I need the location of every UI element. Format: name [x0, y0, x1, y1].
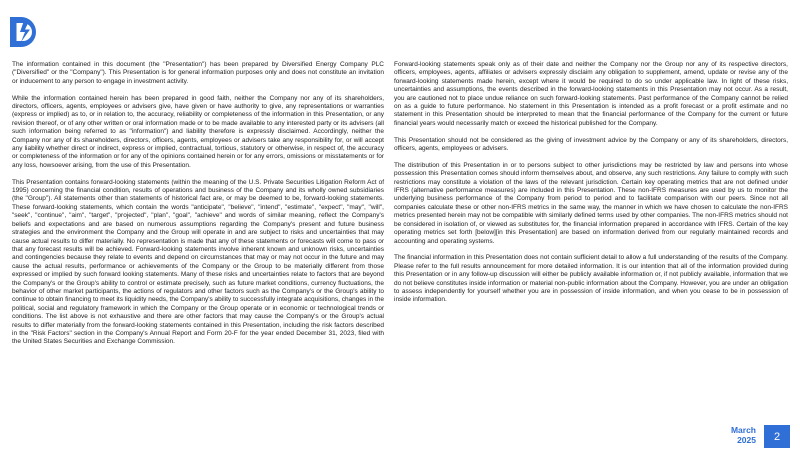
page-number [764, 425, 790, 448]
footer-date [731, 425, 756, 445]
paragraph: This Presentation should not be considered as the giving of investment advice by the Company or any of its shareholders, directors, officers, agents, employees or advisers. [394, 136, 788, 153]
paragraph: The information contained in this document (the "Presentation") has been prepared by Diversified Energy Company PLC ("Diversified" or the "Company"). This Presentation is for general information purposes only and does not constitute an invitation or inducement to any person to engage in investment activity. [12, 61, 384, 85]
diversified-energy-logo-icon [6, 14, 42, 50]
paragraph: This Presentation contains forward-looking statements (within the meaning of the U.S. Private Securities Litigation Reform Act of 1995) concerning the financial condition, results of operations and business of the Company and its wholly owned subsidiaries (the "Group"). All statements other than statements of historical fact are, or may be deemed to be, forward-looking statements. These forward-looking statements, which contain the words "anticipate", "believe", "intend", "estimate", "expect", "may", "will", "seek", "continue", "aim", "target", "projected", "plan", "goal", "achieve" and words of similar meaning, reflect the Company's beliefs and expectations and are based on numerous assumptions regarding the Company's present and future business strategies and the environment the Company and the Group will operate in and are subject to risks and uncertainties that may cause actual results to differ materially. No representation is made that any of these statements or forecasts will come to pass or that any forecast results will be achieved. Forward-looking statements involve inherent known and unknown risks, uncertainties and contingencies because they relate to events and depend on circumstances that may or may not occur in the future and may cause the actual results, performance or achievements of the Company or the Group to be materially different from those expressed or implied by such forward looking statements. Many of these risks and uncertainties relate to factors that are beyond the Company's or the Group's ability to control or estimate precisely, such as future market conditions, currency fluctuations, the behavior of other market participants, the actions of regulators and other factors such as the Company's or the Group's ability to continue to obtain financing to meet its liquidity needs, the Company's ability to successfully integrate acquisitions, changes in the political, social and regulatory framework in which the Company or the Group operate or in economic or technological trends or conditions. The list above is not exhaustive and there are other factors that may cause the Company's or the Group's actual results to differ materially from the forward-looking statements contained in this Presentation, including the risk factors described in the "Risk Factors" section in the Company's Annual Report and Form 20-F for the year ended December 31, 2023, filed with the United States Securities and Exchange Commission. [12, 178, 384, 346]
footer-year: 2025 [737, 435, 756, 445]
disclaimer-right-column [394, 61, 788, 313]
page-number-label: 2 [773, 430, 781, 443]
footer-month: March [730, 425, 756, 435]
paragraph: Forward-looking statements speak only as of their date and neither the Company nor the Group nor any of its respective directors, officers, employees, agents, affiliates or advisers expressly disclaim any obligation to supplement, amend, update or revise any of the forward-looking statements made herein, except where it would be required to do so under applicable law. In light of these risks, uncertainties and assumptions, the events described in the forward-looking statements in this Presentation may not occur. As a result, you are cautioned not to place undue reliance on such forward-looking statements. Past performance of the Company cannot be relied on as a guide to future performance. No statement in this Presentation is intended as a profit forecast or a profit estimate and no statement in this Presentation should be interpreted to mean that the financial performance of the Company for the current or future financial years would necessarily match or exceed the historical published for the Company. [394, 61, 788, 127]
paragraph: The financial information in this Presentation does not contain sufficient detail to allow a full understanding of the results of the Company. Please refer to the full results announcement for more detailed information. It is our intention that all of the information provided during this Presentation or in any follow-up discussion will either be publicly available information or, if not publicly available, information that we do not believe constitutes inside information or material non-public information about the Company. However, you are under an obligation to assess independently for yourself whether you are in possession of inside information, and when you cease to be in possession of inside information. [394, 254, 788, 304]
disclaimer-left-column [12, 61, 384, 355]
paragraph: The distribution of this Presentation in or to persons subject to other jurisdictions may be restricted by law and persons into whose possession this Presentation comes should inform themselves about, and observe, any such restrictions. Any failure to comply with such restrictions may constitute a violation of the laws of the relevant jurisdiction. Certain key operating metrics that are not defined under IFRS (alternative performance measures) are included in this Presentation. These non-IFRS measures are used by us to monitor the underlying business performance of the Company from period to period and to facilitate comparison with our peers. Since not all companies calculate these or other non-IFRS metrics in the same way, the manner in which we have chosen to calculate the non-IFRS metrics presented herein may not be compatible with similarly defined terms used by other companies. The non-IFRS metrics should not be considered in isolation of, or viewed as substitutes for, the financial information prepared in accordance with IFRS. Certain of the key operating metrics set forth [below][in this Presentation] are based on information derived from our regularly maintained records and accounting and operating systems. [394, 161, 788, 245]
paragraph: While the information contained herein has been prepared in good faith, neither the Company nor any of its shareholders, directors, officers, agents, employees or advisers give, have given or have authority to give, any representations or warranties (express or implied) as to, or in relation to, the accuracy, reliability or completeness of the information in this Presentation, or any revision thereof, or of any other written or oral information made or to be made available to any interested party or its advisers (all such information being referred to as "information") and liability therefore is expressly disclaimed. Accordingly, neither the Company nor any of its shareholders, directors, officers, agents, employees or advisers take any responsibility for, or will accept any liability whether direct or indirect, express or implied, contractual, tortious, statutory or otherwise, in respect of, the accuracy or completeness of the information or for any of the opinions contained herein or for any errors, omissions or misstatements or for any loss, howsoever arising, from the use of this Presentation. [12, 94, 384, 169]
